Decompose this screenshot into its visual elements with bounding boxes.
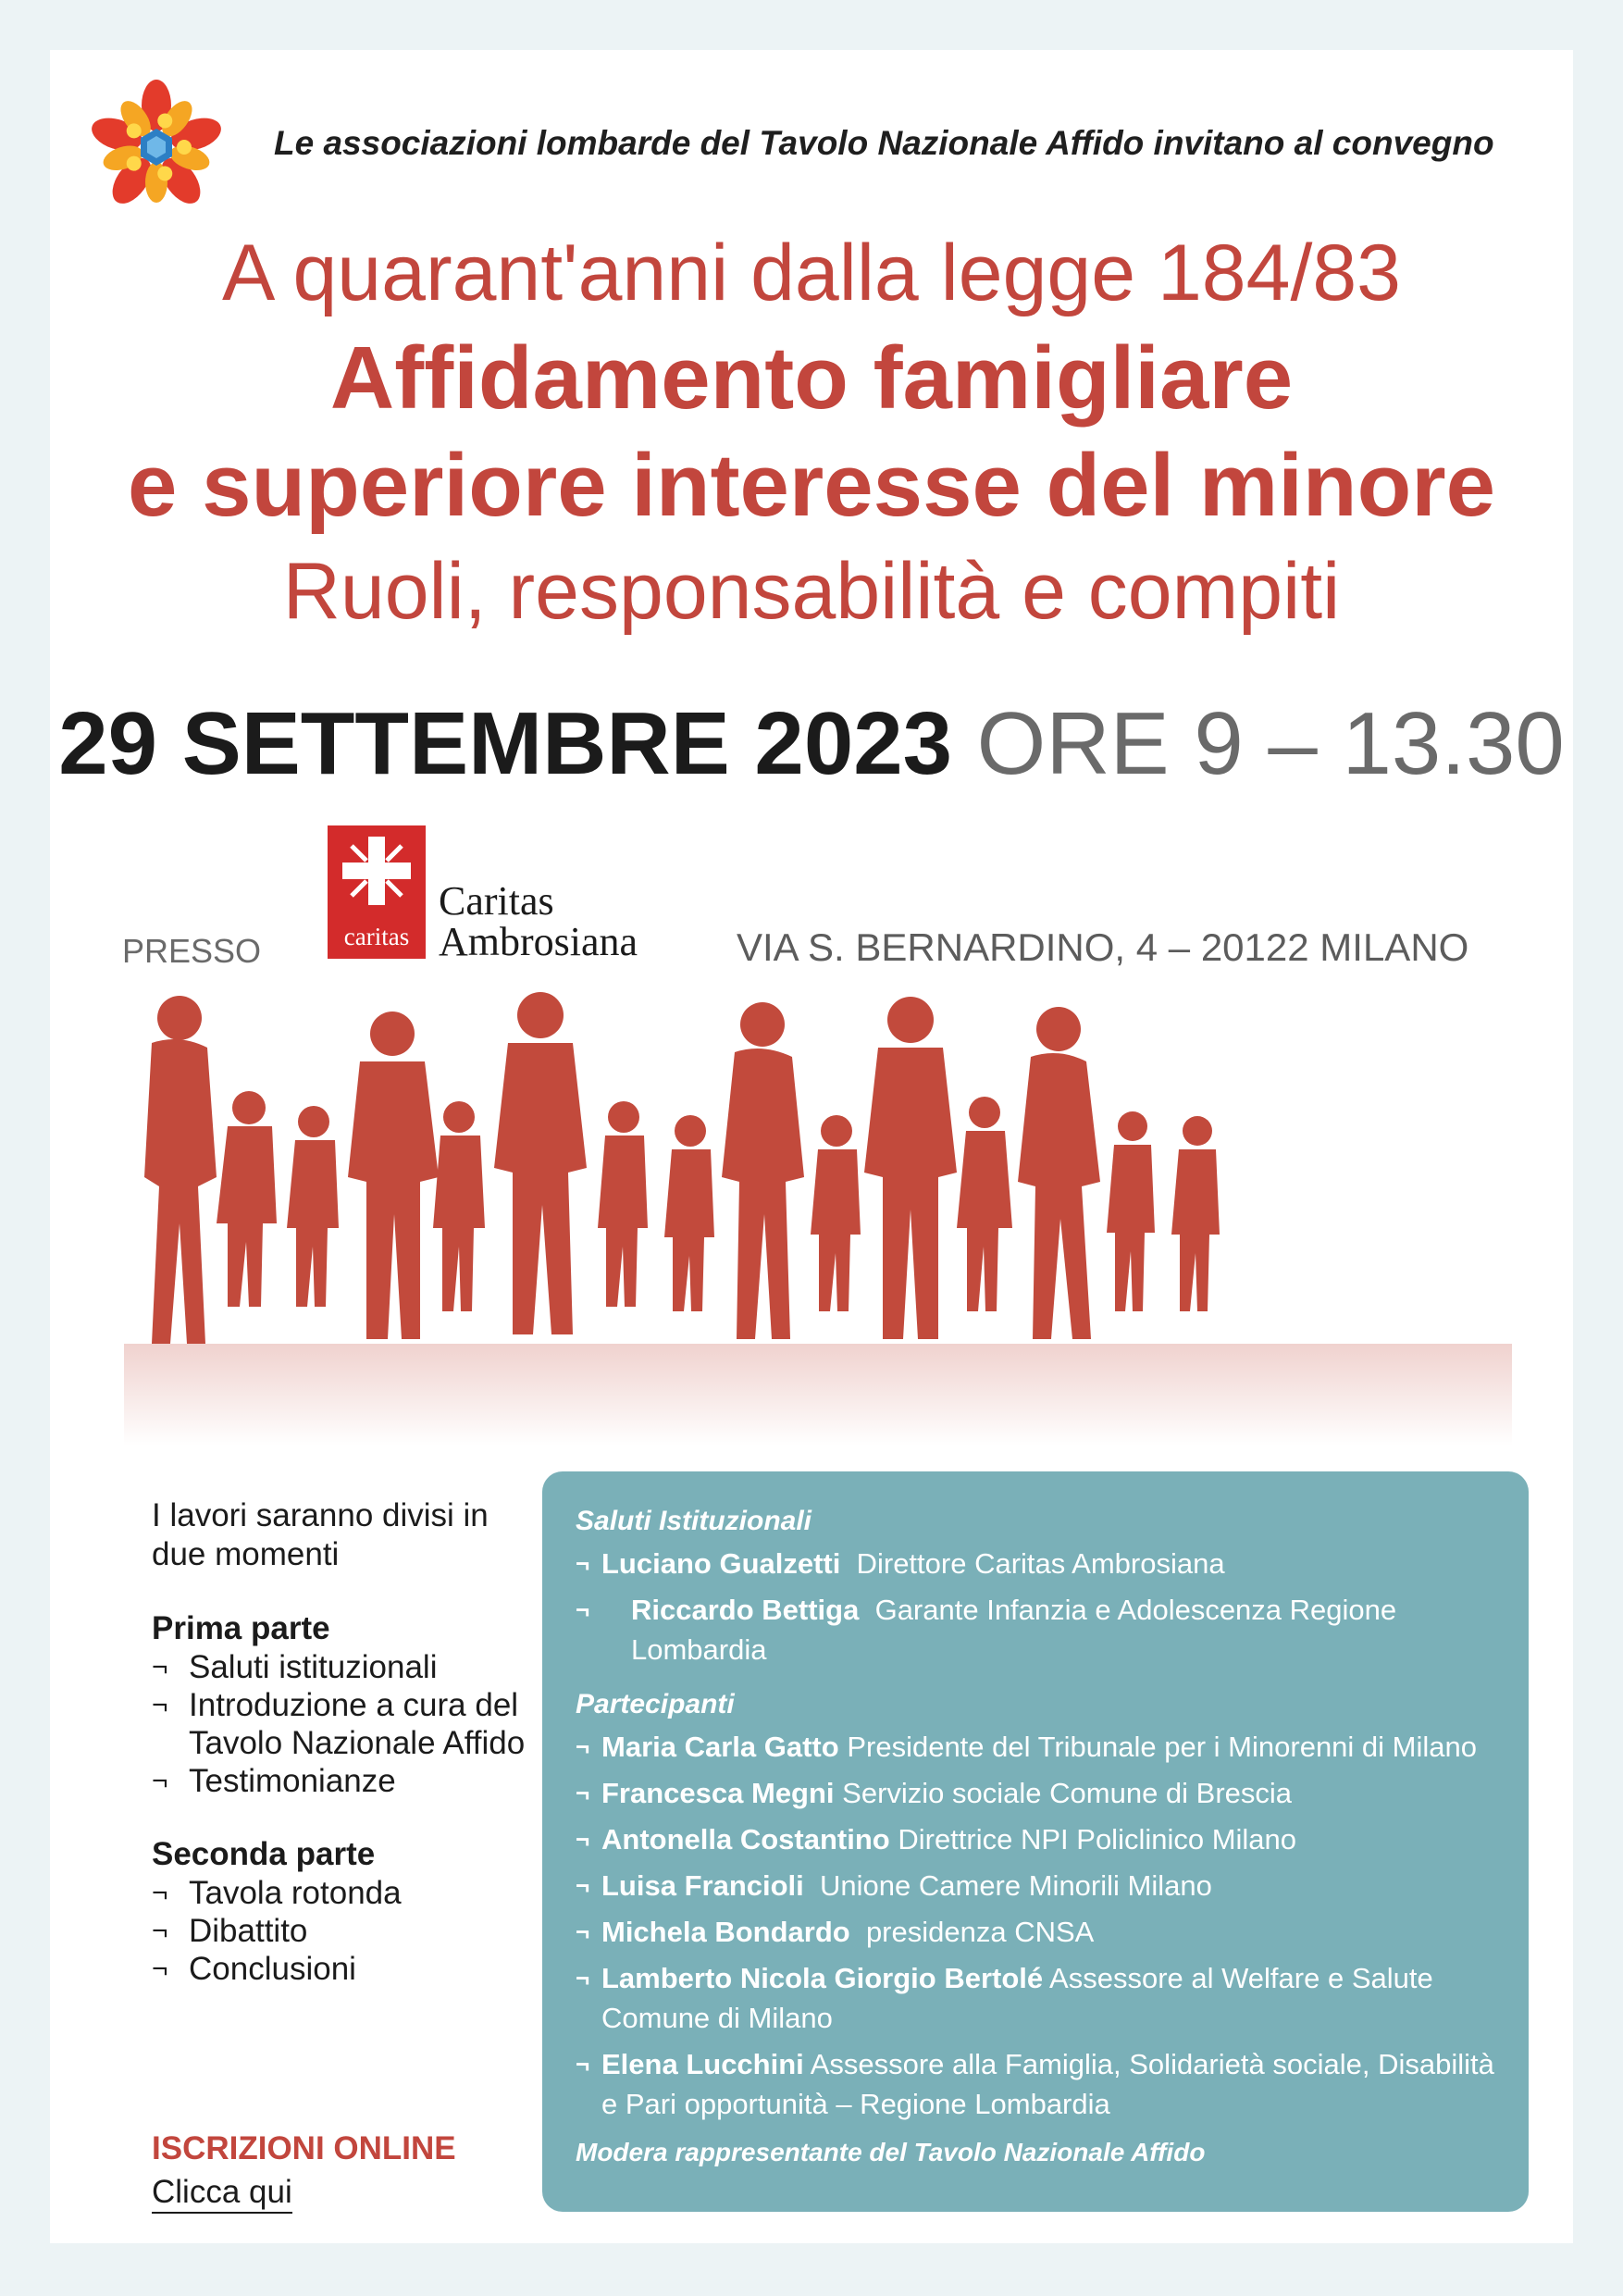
marker-icon: ¬ <box>152 1916 168 1946</box>
speaker-name: Antonella Costantino <box>601 1823 890 1855</box>
speaker-role: Assessore al Welfare e Salute Comune di Milano <box>601 1962 1433 2034</box>
marker-icon: ¬ <box>576 1825 590 1853</box>
part-2-item: ¬ Dibattito <box>152 1913 308 1949</box>
part-2-item: ¬ Tavola rotonda <box>152 1875 402 1911</box>
speaker-item <box>576 1727 1495 1767</box>
family-silhouettes-image <box>124 992 1512 1455</box>
marker-icon: ¬ <box>576 1595 590 1623</box>
presso-label: PRESSO <box>122 932 262 970</box>
speaker-name: Luciano Gualzetti <box>601 1547 841 1580</box>
marker-icon: ¬ <box>152 1652 168 1682</box>
marker-icon: ¬ <box>576 1917 590 1945</box>
program-outline <box>152 1496 540 1988</box>
part-1-item: ¬ Testimonianze <box>152 1763 396 1799</box>
title-line-2: Affidamento famigliare <box>329 329 1294 428</box>
part-2-item: ¬ Conclusioni <box>152 1951 356 1987</box>
speaker-name: Michela Bondardo <box>601 1916 850 1948</box>
tavolo-affido-logo-icon <box>87 78 226 217</box>
marker-icon: ¬ <box>576 1779 590 1806</box>
caritas-cross-icon <box>342 837 411 905</box>
program-intro: I lavori saranno divisi in due momenti <box>152 1497 489 1572</box>
part-1-title: Prima parte <box>152 1610 330 1646</box>
title-line-1: A quarant'anni dalla legge 184/83 <box>221 229 1402 317</box>
event-time: ORE 9 – 13.30 <box>976 694 1565 793</box>
part-2-title: Seconda parte <box>152 1836 376 1872</box>
speaker-name: Luisa Francioli <box>601 1869 804 1902</box>
marker-icon: ¬ <box>152 1954 168 1984</box>
speaker-item <box>576 1866 1495 1905</box>
speaker-item <box>576 1544 1495 1583</box>
event-title <box>50 221 1573 643</box>
caritas-logo <box>328 825 426 959</box>
part-1-item: ¬ Introduzione a cura del Tavolo Nazionale Affido <box>152 1687 526 1761</box>
speaker-role: Servizio sociale Comune di Brescia <box>842 1777 1293 1809</box>
title-line-4: Ruoli, responsabilità e compiti <box>282 547 1341 636</box>
speaker-item <box>576 1773 1495 1813</box>
speaker-role: Presidente del Tribunale per i Minorenni di Milano <box>847 1731 1477 1763</box>
speaker-name: Riccardo Bettiga <box>631 1594 860 1626</box>
marker-icon: ¬ <box>576 1871 590 1899</box>
marker-icon: ¬ <box>576 2050 590 2078</box>
registration-link[interactable]: Clicca qui <box>152 2173 292 2214</box>
speakers-panel <box>542 1471 1529 2212</box>
marker-icon: ¬ <box>152 1766 168 1796</box>
caritas-name <box>439 878 638 964</box>
speaker-role: presidenza CNSA <box>865 1916 1095 1948</box>
marker-icon: ¬ <box>576 1549 590 1577</box>
speaker-item <box>576 2044 1495 2124</box>
speaker-name: Maria Carla Gatto <box>601 1731 839 1763</box>
event-day: 29 SETTEMBRE 2023 <box>58 694 952 793</box>
header <box>87 78 1530 217</box>
moderator-note: Modera rappresentante del Tavolo Nazionale Affido <box>576 2138 1206 2166</box>
section-saluti-title: Saluti Istituzionali <box>576 1506 812 1536</box>
speaker-role: Garante Infanzia e Adolescenza Regione Lombardia <box>631 1594 1397 1666</box>
speaker-role: Direttrice NPI Policlinico Milano <box>898 1823 1297 1855</box>
speaker-item <box>576 1590 1495 1669</box>
registration-label: ISCRIZIONI ONLINE <box>152 2130 456 2166</box>
invitation-page <box>50 50 1573 2243</box>
marker-icon: ¬ <box>152 1690 168 1720</box>
intro-text: Le associazioni lombarde del Tavolo Nazionale Affido invitano al convegno <box>274 124 1494 162</box>
speaker-name: Francesca Megni <box>601 1777 835 1809</box>
caritas-logo-word: caritas <box>343 923 410 950</box>
caritas-name-line-2: Ambrosiana <box>439 919 638 964</box>
speaker-name: Lamberto Nicola Giorgio Bertolé <box>601 1962 1044 1994</box>
caritas-name-line-1: Caritas <box>439 878 554 924</box>
speaker-item <box>576 1958 1495 2038</box>
marker-icon: ¬ <box>152 1878 168 1908</box>
speaker-role: Unione Camere Minorili Milano <box>820 1869 1212 1902</box>
marker-icon: ¬ <box>576 1732 590 1760</box>
speaker-item <box>576 1912 1495 1952</box>
speaker-name: Elena Lucchini <box>601 2048 804 2080</box>
event-date <box>50 693 1573 795</box>
speaker-role: Assessore alla Famiglia, Solidarietà sociale, Disabilità e Pari opportunità – Regione Lombardia <box>601 2048 1494 2120</box>
section-partecipanti-title: Partecipanti <box>576 1689 735 1719</box>
marker-icon: ¬ <box>576 1964 590 1992</box>
part-1-item: ¬ Saluti istituzionali <box>152 1649 438 1685</box>
title-line-3: e superiore interesse del minore <box>128 436 1495 535</box>
speaker-item <box>576 1819 1495 1859</box>
speaker-role: Direttore Caritas Ambrosiana <box>856 1547 1225 1580</box>
venue-address: VIA S. BERNARDINO, 4 – 20122 MILANO <box>737 925 1469 969</box>
